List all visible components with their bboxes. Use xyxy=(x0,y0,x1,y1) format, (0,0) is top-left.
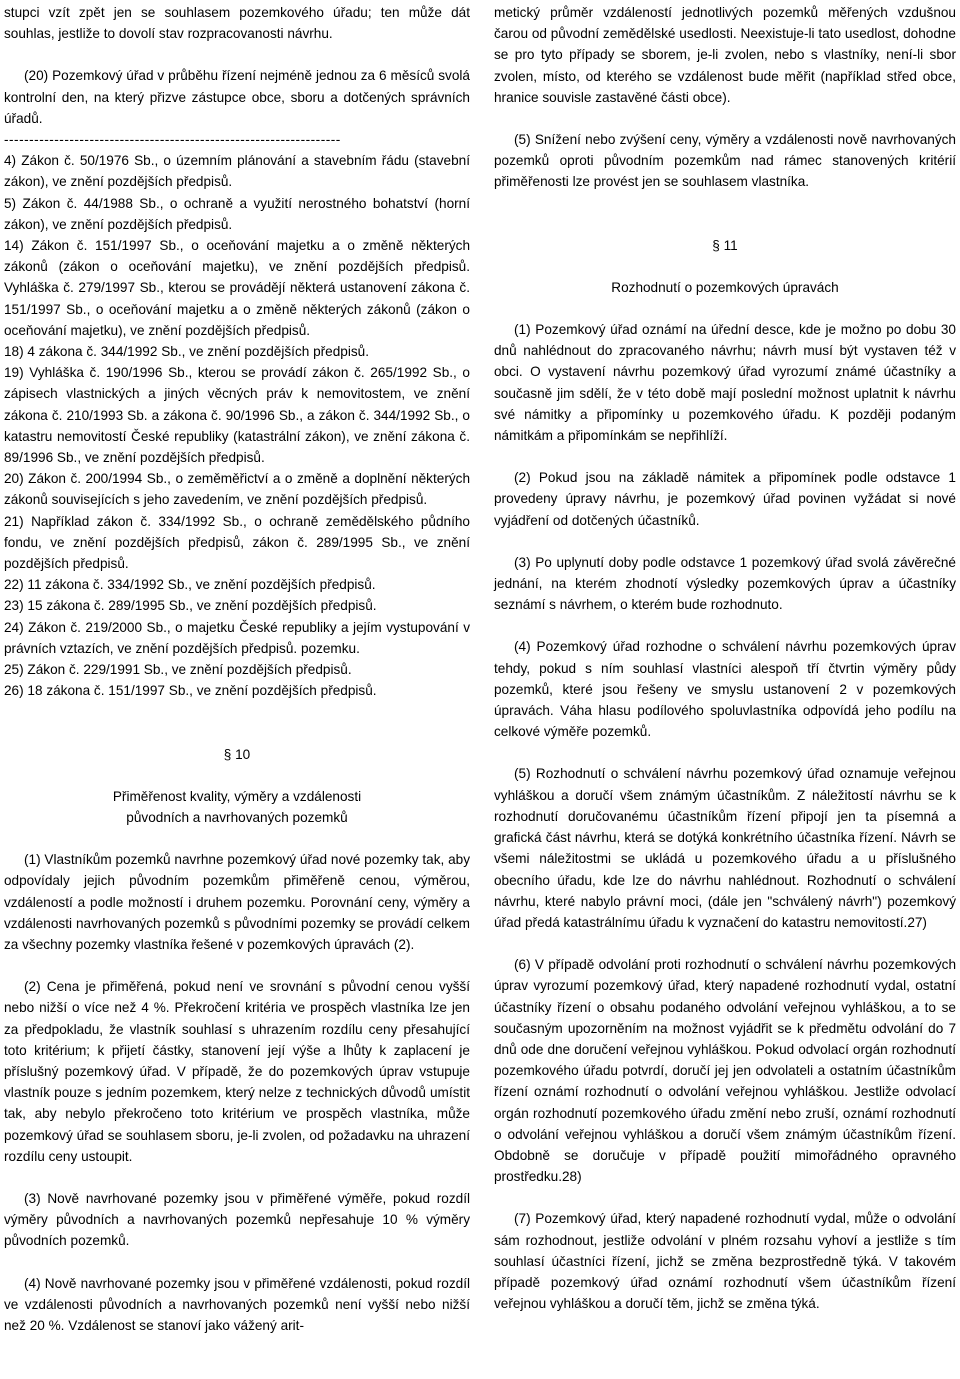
footnote-21: 21) Například zákon č. 334/1992 Sb., o ochraně zemědělského půdního fondu, ve znění pozdějších předpisů, zákon č. 289/1995 Sb., ve znění pozdějších předpisů. xyxy=(4,513,470,572)
paragraph-7: (7) Pozemkový úřad, který napadené rozhodnutí vydal, může o odvolání sám rozhodnout, jestliže odvolání v plném rozsahu vyhoví a jestliže s tím souhlasí účastníci řízení, jichž se změna bezprostředně týká. V takovém případě pozemkový úřad oznámí rozhodnutí všem účastníkům řízení veřejnou vyhláškou a doručí těm, jichž se změna týká. xyxy=(494,1211,956,1312)
paragraph-3: (3) Nově navrhované pozemky jsou v přiměřené výměře, pokud rozdíl výměry původních a navrhovaných pozemků nepřesahuje 10 % výměry původních pozemků. xyxy=(4,1190,470,1249)
continued-paragraph: metický průměr vzdáleností jednotlivých pozemků měřených vzdušnou čarou od původní zemědělské usedlosti. Neexistuje-li tato usedlost, dohodne se pro tyto případy se sborem, je-li zvolen, nebo s vlastníky, není-li sbor zvolen, místo, od kterého se vzdálenost bude měřit (například střed obce, hranice souvisle zastavěné části obce). xyxy=(494,5,956,105)
footnote-5: 5) Zákon č. 44/1988 Sb., o ochraně a využití nerostného bohatství (horní zákon), ve znění pozdějších předpisů. xyxy=(4,195,470,232)
section-number: § 10 xyxy=(223,746,251,762)
section-number-value: 11 xyxy=(723,237,738,253)
footnote-24: 24) Zákon č. 219/2000 Sb., o majetku České republiky a jejím vystupování v právních vztazích, ve znění pozdějších předpisů. pozemku. xyxy=(4,619,470,656)
footnote-4: 4) Zákon č. 50/1976 Sb., o územním plánování a stavebním řádu (stavební zákon), ve znění pozdějších předpisů. xyxy=(4,153,470,190)
footnote-20: 20) Zákon č. 200/1994 Sb., o zeměměřictví a o změně a doplnění některých zákonů souvisejících s jeho zavedením, ve znění pozdějších předpisů. xyxy=(4,471,470,508)
paragraph-6: (6) V případě odvolání proti rozhodnutí o schválení návrhu pozemkových úprav vyrozumí pozemkový úřad, který napadené rozhodnutí vydal, ostatní účastníky řízení o obsahu podaného odvolání veřejnou vyhláškou, a to se současným upozorněním na možnost vyjádřit se k předmětu odvolání do 7 dnů ode dne doručení veřejnou vyhláškou. Pokud odvolací orgán rozhodnutí pozemkového úřadu potvrdí, doručí jej jen odvolateli a ostatním účastníkům řízení oznámí rozhodnutí o odvolání veřejnou vyhláškou. Jestliže odvolací orgán rozhodnutí pozemkového úřadu změní nebo zruší, oznámí rozhodnutí o odvolání veřejnou vyhláškou a doručí všem známým účastníkům řízení. Obdobně se doručuje v případě použití mimořádného opravného prostředku.28) xyxy=(494,957,956,1185)
paragraph-5b: (5) Rozhodnutí o schválení návrhu pozemkový úřad oznamuje veřejnou vyhláškou a doručí všem známým účastníkům. Z náležitostí návrhu se k rozhodnutí doručovanému účastníkům řízení připojí jen ta písemná a grafická část návrhu, která se dotýká konkrétního účastníka řízení. Návrh se všemi náležitostmi se ukládá u pozemkového úřadu a u příslušného obecního úřadu, kde lze do návrhu nahlédnout. Rozhodnutí o schválení návrhu, které nabylo právní moci, (dále jen "schválený návrh") pozemkový úřad předá katastrálnímu úřadu k vyznačení do katastru nemovitostí.27) xyxy=(494,766,956,930)
section-number-value: 10 xyxy=(235,746,251,762)
paragraph-5: (5) Snížení nebo zvýšení ceny, výměry a vzdálenosti nově navrhovaných pozemků oproti původním pozemkům nad rámec stanovených kritérií přiměřenosti lze provést jen se souhlasem vlastníka. xyxy=(494,132,956,190)
footnote-18: 18) 4 zákona č. 344/1992 Sb., ve znění pozdějších předpisů. xyxy=(4,344,370,360)
section-title: Rozhodnutí o pozemkových úpravách xyxy=(611,279,839,295)
footnote-19: 19) Vyhláška č. 190/1996 Sb., kterou se provádí zákon č. 265/1992 Sb., o zápisech vlastnických a jiných věcných práv k nemovitostem, ve znění zákona č. 210/1993 Sb. a zákona č. 90/1996 Sb., a zákon č. 344/1992 Sb., o katastru nemovitostí České republiky (katastrální zákon), ve znění zákona č. 89/1996 Sb., ve znění pozdějších předpisů. xyxy=(4,365,470,466)
footnote-22: 22) 11 zákona č. 334/1992 Sb., ve znění pozdějších předpisů. xyxy=(4,577,376,593)
section-number: § 11 xyxy=(712,237,738,253)
footnote-23: 23) 15 zákona č. 289/1995 Sb., ve znění pozdějších předpisů. xyxy=(4,598,377,614)
paragraph-2: (2) Pokud jsou na základě námitek a připomínek podle odstavce 1 provedeny úpravy návrhu, je pozemkový úřad povinen vyžádat si nové vyjádření od dotčených účastníků. xyxy=(494,470,956,528)
footnote-26: 26) 18 zákona č. 151/1997 Sb., ve znění pozdějších předpisů. xyxy=(4,683,377,699)
paragraph-20: (20) Pozemkový úřad v průběhu řízení nejméně jednou za 6 měsíců svolá kontrolní den, na který přizve zástupce obce, sboru a dotčených správních úřadů. xyxy=(4,68,470,126)
paragraph-1: (1) Vlastníkům pozemků navrhne pozemkový úřad nové pozemky tak, aby odpovídaly jejich původním pozemkům přiměřeně cenou, výměrou, vzdáleností a podle možností i druhem pozemku. Porovnání ceny, výměry a vzdálenosti navrhovaných pozemků s původními pozemky se provádí celkem za všechny pozemky vlastníka řešené v pozemkových úpravách (2). xyxy=(4,852,470,952)
section-title: Přiměřenost kvality, výměry a vzdálenosti xyxy=(112,788,362,804)
left-column xyxy=(4,2,470,1336)
footnote-25: 25) Zákon č. 229/1991 Sb., ve znění pozdějších předpisů. xyxy=(4,662,352,678)
continued-paragraph: stupci vzít zpět jen se souhlasem pozemkového úřadu; ten může dát souhlas, jestliže to dovolí stav rozpracovanosti návrhu. xyxy=(4,5,470,42)
footnote-14: 14) Zákon č. 151/1997 Sb., o oceňování majetku a o změně některých zákonů (zákon o oceňování majetku), ve znění pozdějších předpisů. Vyhláška č. 279/1997 Sb., kterou se provádějí některá ustanovení zákona č. 151/1997 Sb., o oceňování majetku a o změně některých zákonů (zákon o oceňování majetku), ve znění pozdějších předpisů. xyxy=(4,238,470,338)
footnote-separator: ------------------------------------------------------------------- xyxy=(4,132,341,148)
paragraph-3: (3) Po uplynutí doby podle odstavce 1 pozemkový úřad svolá závěrečné jednání, na kterém zhodnotí výsledky pozemkových úprav a účastníky seznámí s návrhem, o kterém bude rozhodnuto. xyxy=(494,554,956,613)
paragraph-1: (1) Pozemkový úřad oznámí na úřední desce, kde je možno po dobu 30 dnů nahlédnout do zpracovaného návrhu; návrh musí být vystaven též v obci. O vystavení návrhu pozemkový úřad vyrozumí známé účastníky a současně jim sdělí, že v této době mají poslední možnost uplatnit k návrhu své námitky a připomínky u pozemkového úřadu. K později podaným námitkám a připomínkám se nepřihlíží. xyxy=(494,322,956,444)
paragraph-4: (4) Nově navrhované pozemky jsou v přiměřené vzdálenosti, pokud rozdíl ve vzdálenosti původních a navrhovaných pozemků není vyšší nebo nižší než 20 %. Vzdálenost se stanoví jako vážený arit- xyxy=(4,1275,470,1333)
paragraph-2: (2) Cena je přiměřená, pokud není ve srovnání s původní cenou vyšší nebo nižší o více než 4 %. Překročení kritéria ve prospěch vlastníka lze jen za předpokladu, že vlastník souhlasí s uhrazením rozdílu ceny přesahující toto kritérium; k přijetí částky, stanovení její výše a lhůty k zaplacení je příslušný pozemkový úřad. V případě, že do pozemkových úprav vstupuje vlastník pouze s jedním pozemkem, který nelze z technických důvodů umístit tak, aby nebylo překročeno toto kritérium ve prospěch vlastníka, může pozemkový úřad se souhlasem sboru, je-li zvolen, od požadavku na uhrazení rozdílu ceny ustoupit. xyxy=(4,979,470,1164)
right-column xyxy=(494,2,956,1314)
paragraph-4: (4) Pozemkový úřad rozhodne o schválení návrhu pozemkových úprav tehdy, pokud s ním souhlasí vlastníci alespoň tří čtvrtin výměry půdy pozemků, které jsou řešeny ve smyslu ustanovení 2 v pozemkových úpravách. Váha hlasu podílového spoluvlastníka odpovídá jeho podílu na celkové výměře pozemků. xyxy=(494,639,956,740)
section-title-line2: původních a navrhovaných pozemků xyxy=(126,809,348,825)
